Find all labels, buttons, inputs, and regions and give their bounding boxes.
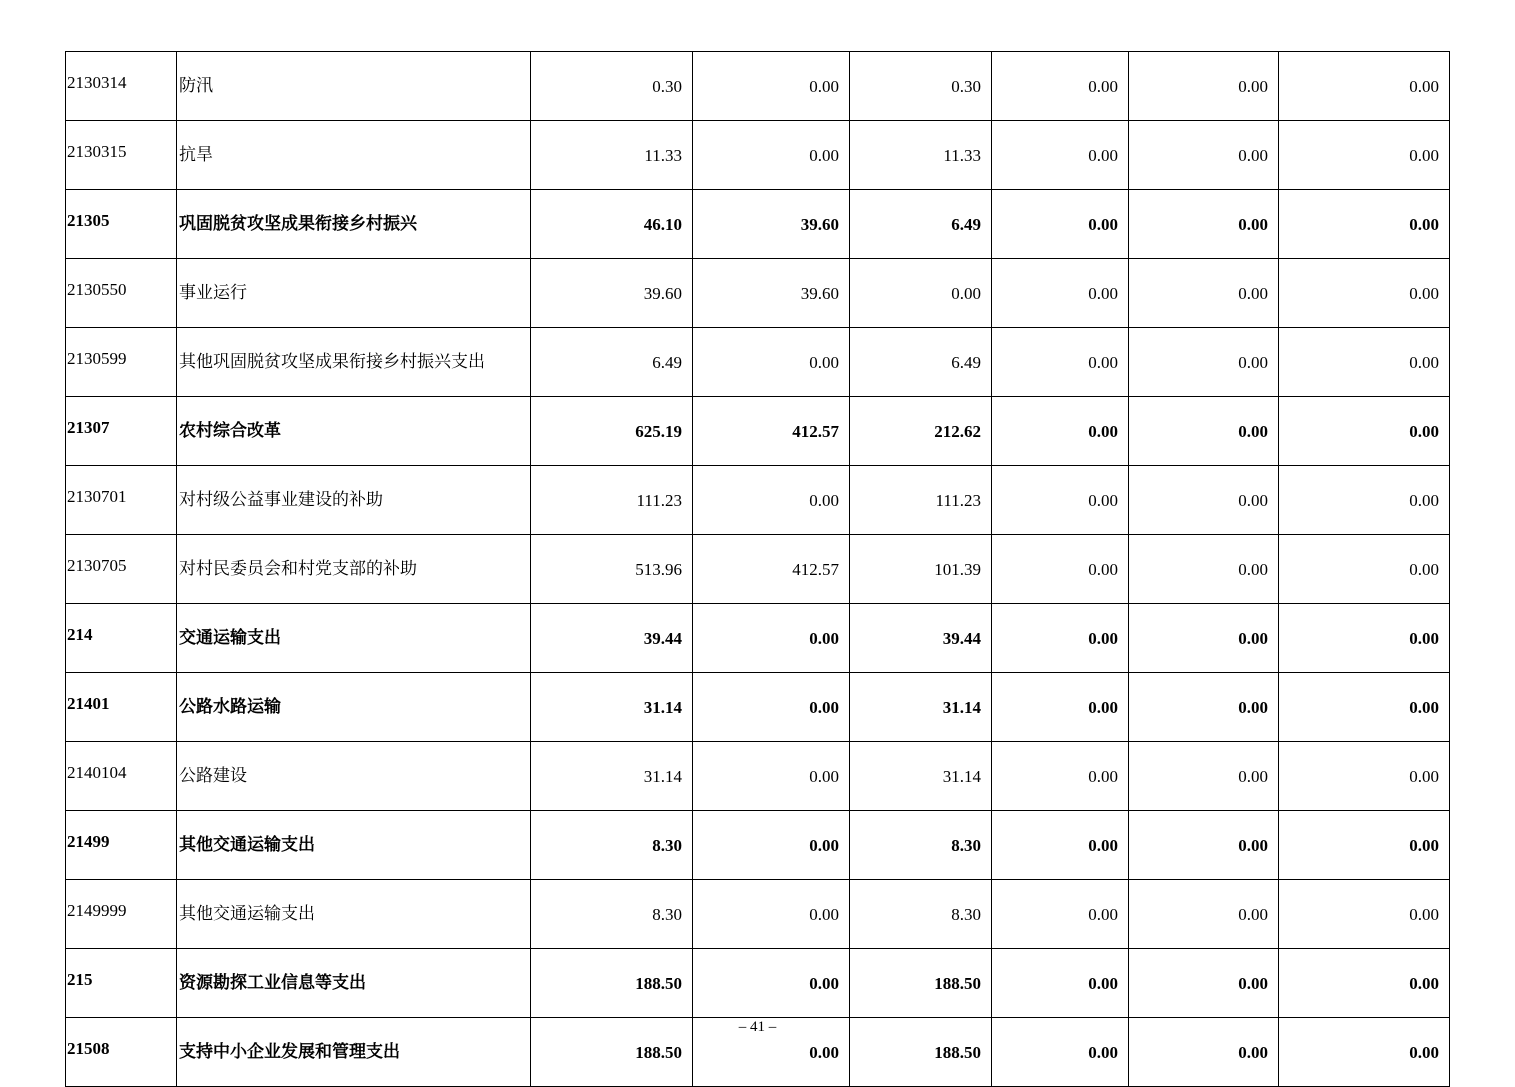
row-value-4: 0.00 (992, 397, 1129, 466)
row-value-5: 0.00 (1129, 328, 1279, 397)
row-value-1: 625.19 (531, 397, 693, 466)
row-value-5: 0.00 (1129, 880, 1279, 949)
row-name: 对村级公益事业建设的补助 (177, 466, 531, 535)
row-value-1: 31.14 (531, 673, 693, 742)
row-value-3: 31.14 (850, 742, 992, 811)
row-value-1: 8.30 (531, 880, 693, 949)
row-name: 巩固脱贫攻坚成果衔接乡村振兴 (177, 190, 531, 259)
row-name: 其他巩固脱贫攻坚成果衔接乡村振兴支出 (177, 328, 531, 397)
row-code: 2130599 (66, 328, 177, 397)
row-value-1: 188.50 (531, 1018, 693, 1087)
row-code: 21499 (66, 811, 177, 880)
row-value-5: 0.00 (1129, 52, 1279, 121)
row-value-3: 8.30 (850, 811, 992, 880)
table-row (66, 673, 1450, 742)
row-value-1: 188.50 (531, 949, 693, 1018)
row-value-4: 0.00 (992, 121, 1129, 190)
row-value-1: 46.10 (531, 190, 693, 259)
row-value-1: 111.23 (531, 466, 693, 535)
row-name: 防汛 (177, 52, 531, 121)
row-value-6: 0.00 (1279, 397, 1450, 466)
row-value-4: 0.00 (992, 811, 1129, 880)
row-value-3: 0.00 (850, 259, 992, 328)
row-value-4: 0.00 (992, 742, 1129, 811)
row-value-6: 0.00 (1279, 742, 1450, 811)
row-name: 抗旱 (177, 121, 531, 190)
row-value-2: 0.00 (693, 1018, 850, 1087)
row-value-6: 0.00 (1279, 190, 1450, 259)
table-row (66, 949, 1450, 1018)
row-value-4: 0.00 (992, 880, 1129, 949)
row-value-1: 11.33 (531, 121, 693, 190)
row-value-1: 8.30 (531, 811, 693, 880)
table-row (66, 259, 1450, 328)
row-value-2: 0.00 (693, 328, 850, 397)
row-value-5: 0.00 (1129, 673, 1279, 742)
row-value-4: 0.00 (992, 673, 1129, 742)
row-value-3: 188.50 (850, 1018, 992, 1087)
table-row (66, 535, 1450, 604)
row-value-3: 6.49 (850, 328, 992, 397)
row-value-3: 31.14 (850, 673, 992, 742)
row-value-2: 0.00 (693, 880, 850, 949)
row-value-3: 8.30 (850, 880, 992, 949)
table-row (66, 811, 1450, 880)
row-value-6: 0.00 (1279, 535, 1450, 604)
row-value-5: 0.00 (1129, 190, 1279, 259)
row-value-4: 0.00 (992, 535, 1129, 604)
row-name: 对村民委员会和村党支部的补助 (177, 535, 531, 604)
table-body (66, 52, 1450, 1087)
table-row (66, 742, 1450, 811)
row-code: 2140104 (66, 742, 177, 811)
row-value-6: 0.00 (1279, 949, 1450, 1018)
row-value-3: 111.23 (850, 466, 992, 535)
row-name: 资源勘探工业信息等支出 (177, 949, 531, 1018)
row-value-2: 0.00 (693, 121, 850, 190)
row-value-4: 0.00 (992, 604, 1129, 673)
row-value-3: 188.50 (850, 949, 992, 1018)
row-code: 2130550 (66, 259, 177, 328)
row-value-4: 0.00 (992, 1018, 1129, 1087)
row-code: 2149999 (66, 880, 177, 949)
row-value-5: 0.00 (1129, 949, 1279, 1018)
row-value-2: 412.57 (693, 397, 850, 466)
row-code: 2130314 (66, 52, 177, 121)
row-value-6: 0.00 (1279, 604, 1450, 673)
row-value-1: 0.30 (531, 52, 693, 121)
row-name: 农村综合改革 (177, 397, 531, 466)
row-name: 事业运行 (177, 259, 531, 328)
budget-table (65, 51, 1450, 1087)
row-name: 其他交通运输支出 (177, 880, 531, 949)
row-code: 21305 (66, 190, 177, 259)
row-value-5: 0.00 (1129, 604, 1279, 673)
row-value-5: 0.00 (1129, 1018, 1279, 1087)
row-value-2: 0.00 (693, 604, 850, 673)
table-row (66, 190, 1450, 259)
row-code: 214 (66, 604, 177, 673)
row-value-5: 0.00 (1129, 466, 1279, 535)
row-value-1: 39.60 (531, 259, 693, 328)
row-value-1: 6.49 (531, 328, 693, 397)
row-value-4: 0.00 (992, 190, 1129, 259)
row-value-5: 0.00 (1129, 742, 1279, 811)
table-row (66, 328, 1450, 397)
row-name: 交通运输支出 (177, 604, 531, 673)
row-value-6: 0.00 (1279, 52, 1450, 121)
row-value-6: 0.00 (1279, 121, 1450, 190)
row-code: 21508 (66, 1018, 177, 1087)
table-row (66, 52, 1450, 121)
row-value-2: 0.00 (693, 742, 850, 811)
row-value-3: 39.44 (850, 604, 992, 673)
row-value-2: 412.57 (693, 535, 850, 604)
row-code: 21401 (66, 673, 177, 742)
row-value-2: 0.00 (693, 673, 850, 742)
row-value-6: 0.00 (1279, 880, 1450, 949)
row-value-6: 0.00 (1279, 259, 1450, 328)
row-value-2: 39.60 (693, 259, 850, 328)
row-value-2: 0.00 (693, 949, 850, 1018)
row-value-2: 0.00 (693, 466, 850, 535)
row-value-3: 6.49 (850, 190, 992, 259)
row-name: 公路建设 (177, 742, 531, 811)
row-value-3: 0.30 (850, 52, 992, 121)
row-value-6: 0.00 (1279, 328, 1450, 397)
page-number: – 41 – (738, 1019, 777, 1035)
row-value-3: 212.62 (850, 397, 992, 466)
row-value-4: 0.00 (992, 52, 1129, 121)
row-value-1: 31.14 (531, 742, 693, 811)
row-value-2: 0.00 (693, 811, 850, 880)
row-name: 公路水路运输 (177, 673, 531, 742)
row-value-5: 0.00 (1129, 397, 1279, 466)
row-value-5: 0.00 (1129, 811, 1279, 880)
row-value-4: 0.00 (992, 259, 1129, 328)
row-value-5: 0.00 (1129, 121, 1279, 190)
row-code: 2130315 (66, 121, 177, 190)
row-value-1: 39.44 (531, 604, 693, 673)
table-row (66, 880, 1450, 949)
row-value-3: 101.39 (850, 535, 992, 604)
table-row (66, 466, 1450, 535)
row-value-5: 0.00 (1129, 259, 1279, 328)
table-row (66, 604, 1450, 673)
table-row (66, 397, 1450, 466)
row-value-2: 39.60 (693, 190, 850, 259)
row-name: 其他交通运输支出 (177, 811, 531, 880)
row-code: 2130705 (66, 535, 177, 604)
row-value-4: 0.00 (992, 949, 1129, 1018)
row-value-4: 0.00 (992, 466, 1129, 535)
row-value-4: 0.00 (992, 328, 1129, 397)
row-code: 21307 (66, 397, 177, 466)
row-value-6: 0.00 (1279, 811, 1450, 880)
row-code: 2130701 (66, 466, 177, 535)
row-code: 215 (66, 949, 177, 1018)
row-value-6: 0.00 (1279, 466, 1450, 535)
row-value-6: 0.00 (1279, 1018, 1450, 1087)
table-row (66, 121, 1450, 190)
row-value-3: 11.33 (850, 121, 992, 190)
row-value-5: 0.00 (1129, 535, 1279, 604)
row-value-2: 0.00 (693, 52, 850, 121)
row-name: 支持中小企业发展和管理支出 (177, 1018, 531, 1087)
row-value-6: 0.00 (1279, 673, 1450, 742)
row-value-1: 513.96 (531, 535, 693, 604)
